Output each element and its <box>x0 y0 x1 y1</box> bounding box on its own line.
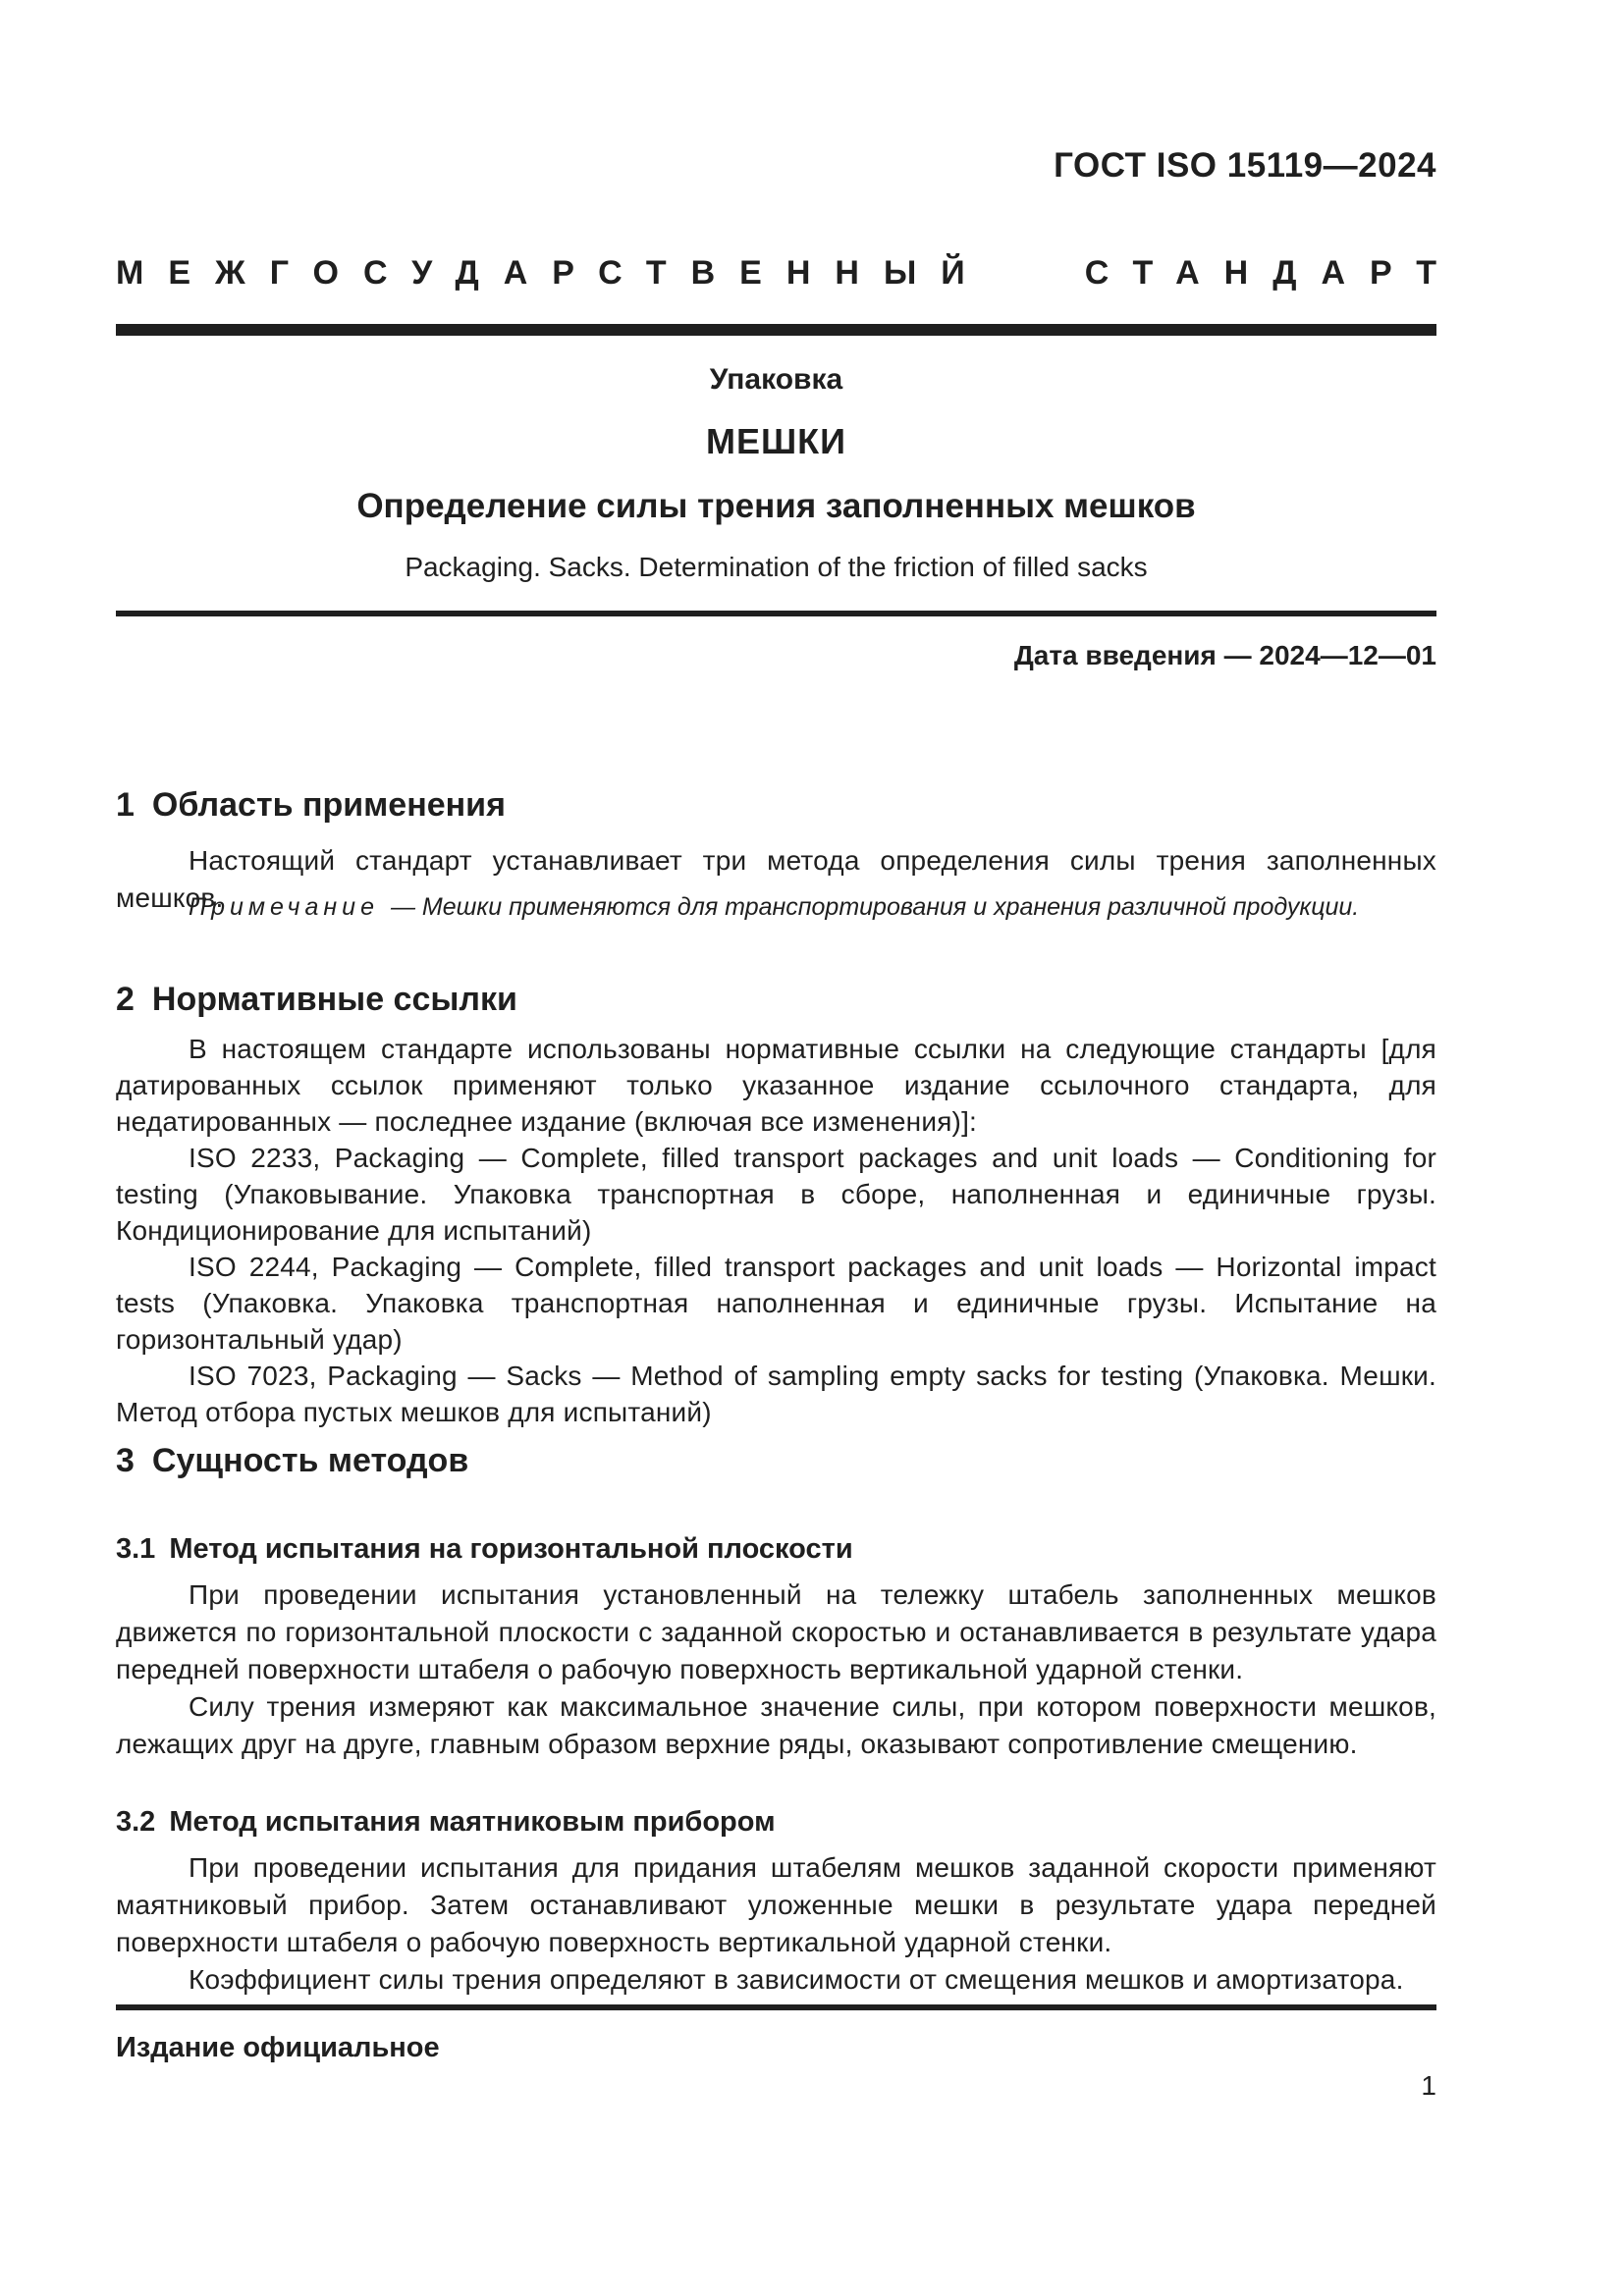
normative-reference: ISO 2244, Packaging — Complete, filled transport packages and unit loads — Horizontal impact tests (Упаковка. Упаковка транспортная наполненная и единичные грузы. Испытание на горизонтальный удар) <box>116 1252 1436 1355</box>
paragraph: Силу трения измеряют как максимальное значение силы, при котором поверхности мешков, лежащих друг на друге, главным образом верхние ряды, оказывают сопротивление смещению. <box>116 1691 1436 1759</box>
section-1-title: Область применения <box>151 786 506 824</box>
title-subject: МЕШКИ <box>705 421 847 461</box>
section-3-2-number: 3.2 <box>116 1806 156 1838</box>
section-2-title: Нормативные ссылки <box>151 981 517 1018</box>
standard-type-word-1: МЕЖГОСУДАРСТВЕННЫЙ <box>116 254 990 292</box>
title-group: Упаковка <box>709 363 843 396</box>
title-rule <box>116 611 1436 616</box>
normative-reference: ISO 2233, Packaging — Complete, filled transport packages and unit loads — Conditioning for testing (Упаковывание. Упаковка транспортная в сборе, наполненная и единичные грузы. Кондиционирование для испытаний) <box>116 1143 1436 1246</box>
section-3-1-title: Метод испытания на горизонтальной плоскости <box>169 1533 853 1565</box>
paragraph: При проведении испытания для придания штабелям мешков заданной скорости применяют маятниковый прибор. Затем останавливают уложенные мешки в результате удара передней поверхности штабеля о рабочую поверхность вертикальной ударной стенки. <box>116 1852 1436 1957</box>
normative-reference: ISO 7023, Packaging — Sacks — Method of sampling empty sacks for testing (Упаковка. Мешки. Метод отбора пустых мешков для испытаний) <box>116 1361 1436 1427</box>
section-3-2-heading <box>116 1802 1436 1842</box>
section-3-2-title: Метод испытания маятниковым прибором <box>169 1806 776 1838</box>
effective-date: Дата введения — 2024—12—01 <box>1013 640 1436 670</box>
doc-number: ГОСТ ISO 15119—2024 <box>1054 146 1436 185</box>
section-2-heading <box>116 978 1436 1021</box>
section-2-number: 2 <box>116 981 135 1018</box>
section-3-heading <box>116 1439 1436 1482</box>
paragraph: Настоящий стандарт устанавливает три метода определения силы трения заполненных мешков. <box>116 845 1436 913</box>
section-3-1-heading <box>116 1529 1436 1569</box>
section-2-body <box>116 1031 1436 1430</box>
footer-rule <box>116 2004 1436 2010</box>
section-3-2-body <box>116 1849 1436 1999</box>
paragraph: В настоящем стандарте использованы нормативные ссылки на следующие стандарты [для датированных ссылок применяют только указанное издание ссылочного стандарта, для недатированных — последнее издание (включая все изменения)]: <box>116 1034 1436 1137</box>
edition-note: Издание официальное <box>116 2032 440 2063</box>
title-name-en: Packaging. Sacks. Determination of the friction of filled sacks <box>405 552 1148 582</box>
page-number: 1 <box>1421 2070 1436 2101</box>
section-3-number: 3 <box>116 1442 135 1479</box>
section-1-number: 1 <box>116 786 135 824</box>
paragraph: При проведении испытания установленный на тележку штабель заполненных мешков движется по горизонтальной плоскости с заданной скоростью и останавливается в результате удара передней поверхности штабеля о рабочую поверхность вертикальной ударной стенки. <box>116 1579 1436 1684</box>
header-rule <box>116 324 1436 336</box>
section-3-1-body <box>116 1576 1436 1763</box>
paragraph: Коэффициент силы трения определяют в зависимости от смещения мешков и амортизатора. <box>189 1964 1404 1995</box>
section-3-1-number: 3.1 <box>116 1533 156 1565</box>
note-text: — Мешки применяются для транспортирования и хранения различной продукции. <box>390 893 1360 921</box>
standard-type-band <box>116 251 1461 294</box>
standard-type-word-2: СТАНДАРТ <box>1084 254 1461 292</box>
title-name-ru: Определение силы трения заполненных мешков <box>356 487 1196 525</box>
section-1-note <box>116 889 1436 925</box>
note-label: Примечание <box>189 893 379 921</box>
section-1-heading <box>116 783 1436 827</box>
section-3-title: Сущность методов <box>151 1442 469 1479</box>
